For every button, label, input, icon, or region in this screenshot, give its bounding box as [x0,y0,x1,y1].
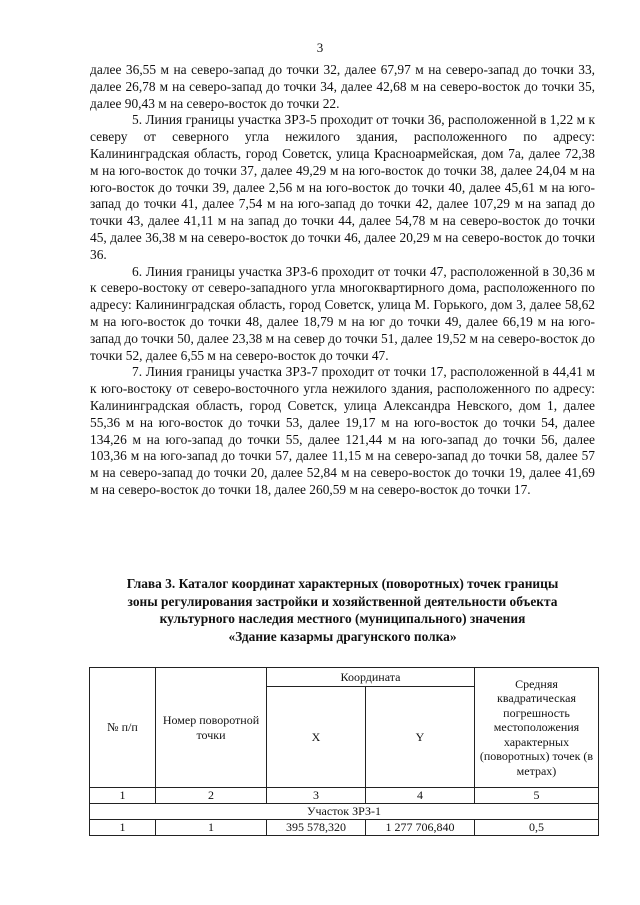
table-section-row [90,804,599,820]
coordinates-table [89,667,599,836]
cell-point: 1 [156,820,267,836]
cell-x: 395 578,320 [267,820,366,836]
heading-line: «Здание казармы драгунского полка» [228,628,457,644]
index-cell: 1 [90,788,156,804]
heading-line: культурного наследия местного (муниципального) значения [159,611,526,627]
index-cell: 3 [267,788,366,804]
body-text [90,62,595,499]
header-num: № п/п [90,668,156,788]
paragraph-zrz-5: 5. Линия границы участка ЗРЗ-5 проходит от точки 36, расположенной в 1,22 м к северу от северного угла нежилого здания, расположенного по адресу: Калининградская область, город Советск, улица Красноармейская, дом 7а, далее 72,38 м на юго-восток до точки 37, далее 49,29 м на юго-восток до точки 38, далее 24,04 м на юго-восток до точки 39, далее 2,56 м на юго-восток до точки 40, далее 45,61 м на юго-запад до точки 41, далее 7,54 м на юго-запад до точки 42, далее 107,29 м на запад до точки 43, далее 41,11 м на запад до точки 44, далее 54,78 м на северо-восток до точки 45, далее 36,38 м на северо-восток до точки 46, далее 20,29 м на северо-восток до точки 36. [90,112,595,262]
section-label: Участок ЗРЗ-1 [90,804,599,820]
paragraph-zrz-7: 7. Линия границы участка ЗРЗ-7 проходит от точки 17, расположенной в 44,41 м к юго-востоку от северо-восточного угла нежилого здания, расположенного по адресу: Калининградская область, город Советск, улица Александра Невского, дом 1, далее 55,36 м на юго-восток до точки 53, далее 19,17 м на юго-восток до точки 54, далее 134,26 м на юго-запад до точки 55, далее 121,44 м на юго-запад до точки 56, далее 103,36 м на юго-запад до точки 57, далее 11,15 м на северо-запад до точки 58, далее 57 м на северо-запад до точки 20, далее 52,84 м на северо-восток до точки 19, далее 41,69 м на северо-восток до точки 18, далее 260,59 м на северо-восток до точки 17. [90,364,595,497]
header-x: X [267,687,366,788]
paragraph-continuation: далее 36,55 м на северо-запад до точки 32, далее 67,97 м на северо-запад до точки 33, далее 26,78 м на северо-запад до точки 34, далее 42,68 м на северо-восток до точки 35, далее 90,43 м на северо-восток до точки 22. [90,62,595,111]
table-index-row [90,788,599,804]
chapter-heading [90,575,595,645]
table-header-row [90,668,599,687]
heading-line: Глава 3. Каталог координат характерных (поворотных) точек границы [126,576,559,591]
cell-y: 1 277 706,840 [366,820,475,836]
index-cell: 5 [475,788,599,804]
page-number: 3 [316,40,324,55]
heading-line: зоны регулирования застройки и хозяйственной деятельности объекта [127,593,558,609]
index-cell: 2 [156,788,267,804]
cell-num: 1 [90,820,156,836]
index-cell: 4 [366,788,475,804]
table-row [90,820,599,836]
header-coordinate: Координата [267,668,475,687]
header-y: Y [366,687,475,788]
header-error: Средняя квадратическая погрешность местоположения характерных (поворотных) точек (в метрах) [475,668,599,788]
header-point: Номер поворотной точки [156,668,267,788]
cell-error: 0,5 [475,820,599,836]
paragraph-zrz-6: 6. Линия границы участка ЗРЗ-6 проходит от точки 47, расположенной в 30,36 м к северо-востоку от северо-западного угла многоквартирного дома, расположенного по адресу: Калининградская область, город Советск, улица М. Горького, дом 3, далее 58,62 м на юго-восток до точки 48, далее 18,79 м на юг до точки 49, далее 66,19 м на юго-запад до точки 50, далее 23,38 м на север до точки 51, далее 19,52 м на северо-восток до точки 52, далее 6,55 м на северо-восток до точки 47. [90,263,595,363]
